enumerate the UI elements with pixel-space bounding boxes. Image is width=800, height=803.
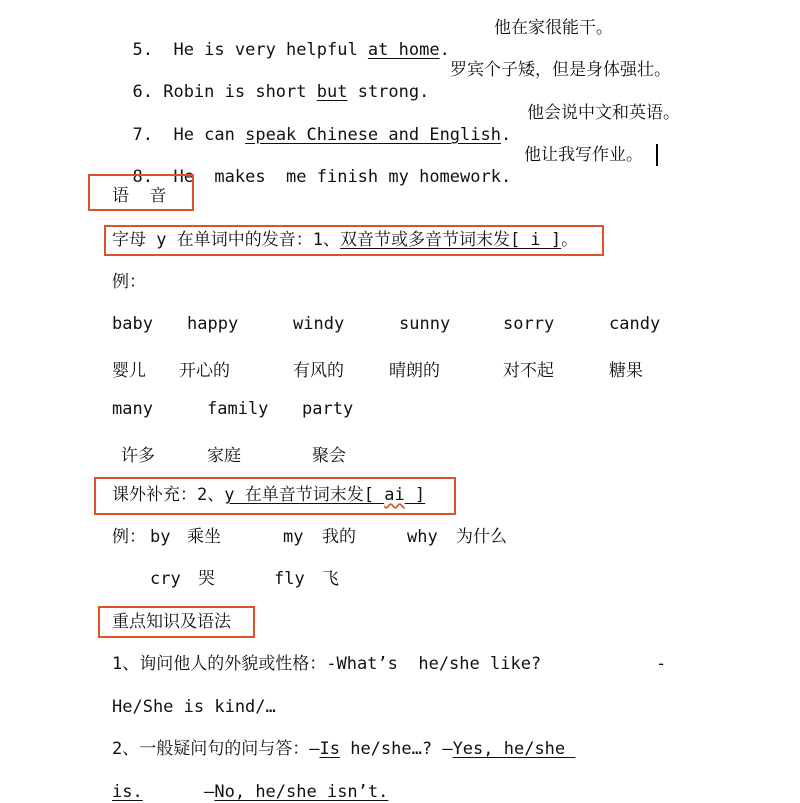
rule-1-end: 。 [561, 230, 579, 250]
meaning-by: 乘坐 [187, 527, 221, 547]
word-cry: cry [150, 569, 181, 589]
grammar-q2-mid: he/she…? — [339, 739, 453, 759]
grammar-q1-dash: - [656, 654, 667, 674]
sentence-text: He can [173, 125, 246, 145]
grammar-q2 [112, 738, 575, 760]
sentence-text: Robin is short [163, 82, 317, 102]
sentence-number: 6. [132, 82, 153, 102]
sentence-5 [112, 17, 450, 61]
sentence-6-translation: 罗宾个子矮，但是身体强壮。 [450, 60, 671, 80]
grammar-heading: 重点知识及语法 [112, 612, 231, 632]
meaning-why: 为什么 [456, 527, 507, 547]
rule-1 [112, 229, 578, 251]
rule-2-symbol: ai [384, 485, 405, 505]
word-family: family [207, 399, 269, 419]
sentence-7-translation: 他会说中文和英语。 [527, 103, 680, 123]
word-sorry: sorry [503, 314, 555, 334]
grammar-q2-is2: is. [112, 782, 143, 802]
text-cursor [656, 144, 658, 166]
rule-1-prefix: 字母 y 在单词中的发音：1、 [112, 230, 340, 250]
word-my: my [283, 527, 304, 547]
sentence-6 [112, 59, 429, 103]
sentence-number: 7. [132, 125, 153, 145]
word-sunny: sunny [399, 314, 451, 334]
meaning-windy: 有风的 [293, 361, 344, 381]
meaning-happy: 开心的 [179, 361, 230, 381]
word-why: why [407, 527, 438, 547]
example-2-label: 例： [112, 527, 146, 547]
grammar-q2-gap: — [142, 782, 215, 802]
sentence-number: 8. [132, 167, 153, 187]
word-many: many [112, 399, 153, 419]
meaning-candy: 糖果 [609, 361, 643, 381]
sentence-underlined: but [316, 82, 348, 102]
sentence-underlined: at home [367, 40, 440, 60]
word-fly: fly [274, 569, 305, 589]
meaning-baby: 婴儿 [112, 361, 146, 381]
sentence-text-end: . [500, 125, 512, 145]
sentence-8-translation: 他让我写作业。 [524, 145, 643, 165]
grammar-q2-no: No, he/she isn’t. [214, 782, 389, 802]
meaning-sunny: 晴朗的 [389, 361, 440, 381]
grammar-q2-yes: Yes, he/she [452, 739, 576, 759]
sentence-text: He is very helpful [173, 40, 368, 60]
word-windy: windy [293, 314, 345, 334]
meaning-cry: 哭 [198, 569, 215, 589]
word-party: party [302, 399, 354, 419]
meaning-my: 我的 [322, 527, 356, 547]
word-happy: happy [187, 314, 239, 334]
sentence-underlined: speak Chinese and English [245, 125, 501, 145]
sentence-text-end: strong. [347, 82, 430, 102]
meaning-family: 家庭 [207, 446, 241, 466]
meaning-many: 许多 [121, 446, 155, 466]
rule-1-underlined: 双音节或多音节词末发[ i ] [339, 230, 562, 250]
sentence-5-translation: 他在家很能干。 [494, 18, 613, 38]
example-label: 例： [112, 272, 146, 292]
grammar-q2-is: Is [319, 739, 340, 759]
rule-2-underlined: y 在单音节词末发[ [224, 485, 385, 505]
sentence-text-end: . [439, 40, 450, 60]
grammar-q2-prefix: 2、一般疑问句的问与答：— [112, 739, 320, 759]
rule-2-prefix: 课外补充：2、 [112, 485, 225, 505]
meaning-party: 聚会 [312, 446, 346, 466]
grammar-q1: 1、询问他人的外貌或性格：-What’s he/she like? [112, 654, 542, 674]
sentence-7 [112, 102, 511, 146]
word-baby: baby [112, 314, 153, 334]
word-by: by [150, 527, 171, 547]
pronunciation-heading: 语 音 [112, 186, 167, 206]
grammar-q1-answer: He/She is kind/… [112, 697, 276, 717]
meaning-sorry: 对不起 [503, 361, 554, 381]
meaning-fly: 飞 [322, 569, 339, 589]
rule-2 [112, 484, 425, 506]
sentence-text: He makes me finish my homework. [173, 167, 512, 187]
word-candy: candy [609, 314, 661, 334]
rule-2-close: ] [404, 485, 426, 505]
sentence-number: 5. [132, 40, 153, 60]
